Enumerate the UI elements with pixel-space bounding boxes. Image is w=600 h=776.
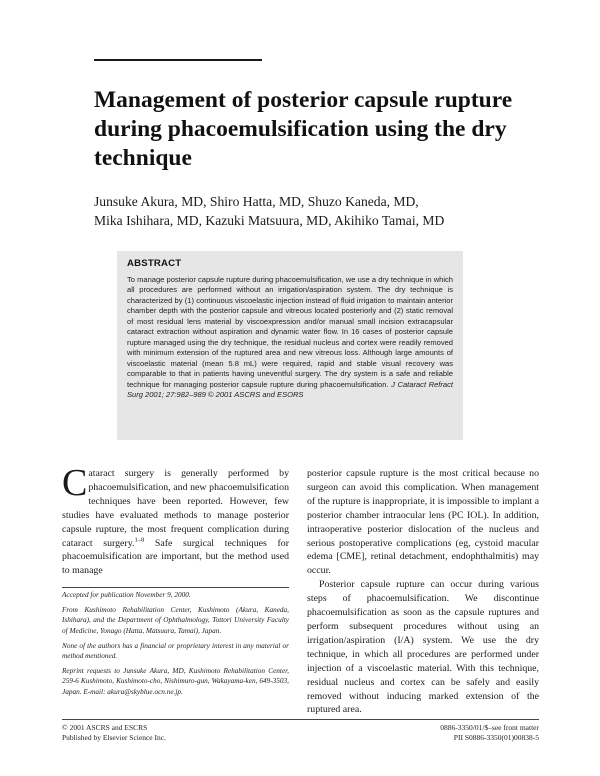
- top-rule: [94, 59, 262, 61]
- abstract-citation: J Cataract Refract Surg 2001; 27:982–989 © 2001 ASCRS and ESORS: [127, 379, 453, 399]
- footnote-interest: None of the authors has a financial or proprietary interest in any material or method mentioned.: [62, 641, 289, 661]
- drop-cap: C: [62, 462, 88, 504]
- author-line-1: Junsuke Akura, MD, Shiro Hatta, MD, Shuzo Kaneda, MD,: [94, 194, 419, 209]
- footer-left: [62, 723, 166, 744]
- footnotes: [62, 590, 289, 702]
- footer-publisher: Published by Elsevier Science Inc.: [62, 733, 166, 743]
- abstract-text: [127, 275, 453, 400]
- abstract-box: [117, 251, 463, 440]
- footer-right: [440, 723, 539, 744]
- author-list: [94, 192, 524, 230]
- intro-text-2: Safe surgical techniques for phacoemulsification are important, but the method used to manage: [62, 537, 289, 577]
- footnote-rule: [62, 587, 289, 588]
- abstract-body: To manage posterior capsule rupture during phacoemulsification, we use a dry technique in which all procedures are performed without an irrigation/aspiration system. The dry technique is characterized by (1) continuous viscoelastic injection instead of fluid irrigation to maintain anterior chamber depth with the posterior capsule and vitreous located posteriorly and (2) static removal of most residual lens material by viscoexpression and/or manual small incision extracapsular cataract extraction without aspiration and dynamic water flow. In 16 cases of posterior capsule rupture managed using the dry technique, the residual nucleus and cortex were readily removed with minimum extension of the ruptured area and new vitreous loss. Although large amounts of viscoelastic material (mean 5.8 mL) were required, rapid and stable visual recovery was comparable to that in patients having uneventful surgery. The dry system is a safe and reliable technique for managing posterior capsule rupture during phacoemulsification.: [127, 275, 453, 389]
- footer-rule: [62, 719, 539, 720]
- right-paragraph-1: posterior capsule rupture is the most critical because no surgeon can avoid this complication. When management of the rupture is inappropriate, it is impossible to implant a posterior chamber intraocular lens (PC IOL). In addition, intraoperative posterior dislocation of the nucleus and serious postoperative complications (eg, cystoid macular edema [CME], retinal detachment, endophthalmitis) may occur.: [307, 468, 539, 577]
- body-column-right: [307, 467, 539, 717]
- intro-paragraph: [62, 462, 289, 578]
- right-paragraph-2: Posterior capsule rupture can occur during various steps of phacoemulsification. We discontinue phacoemulsification as soon as the capsule ruptures and perform subsequent procedures without using an irrigation/aspiration (I/A) system. We use the dry technique, in which all procedures are performed under injection of a viscoelastic material. With this technique, residual nucleus and cortex can be safely and easily removed without inducing marked extension of the ruptured area.: [307, 579, 539, 716]
- footer-pii: PII S0886-3350(01)00838-5: [453, 733, 539, 743]
- intro-text-1: ataract surgery is generally performed by phacoemulsification, and new phacoemulsification techniques have been reported. However, few studies have evaluated methods to manage posterior capsule rupture, the most frequent complication during cataract surgery.: [62, 468, 289, 549]
- footnote-affiliation: From Kushimoto Rehabilitation Center, Kushimoto (Akura, Kaneda, Ishihara), and the Department of Ophthalmology, Tottori University Faculty of Medicine, Yonago (Hatta, Matsuura, Tamai), Japan.: [62, 606, 289, 635]
- footer-issn: 0886-3350/01/$–see front matter: [440, 723, 539, 732]
- author-line-2: Mika Ishihara, MD, Kazuki Matsuura, MD, Akihiko Tamai, MD: [94, 213, 445, 228]
- footer-copyright: © 2001 ASCRS and ESCRS: [62, 723, 148, 732]
- body-column-left: [62, 462, 289, 578]
- article-title: Management of posterior capsule rupture during phacoemulsification using the dry technique: [94, 87, 513, 171]
- reference-superscript: 1–8: [134, 536, 145, 544]
- footnote-reprint: Reprint requests to Junsuke Akura, MD, Kushimoto Rehabilitation Center, 259-6 Kushimoto, Kushimoto-cho, Nishimuro-gun, Wakayama-ken, 649-3503, Japan. E-mail: akura@skyblue.ocn.ne.jp.: [62, 667, 289, 696]
- abstract-heading: ABSTRACT: [127, 258, 182, 269]
- footnote-accepted: Accepted for publication November 9, 2000.: [62, 591, 191, 599]
